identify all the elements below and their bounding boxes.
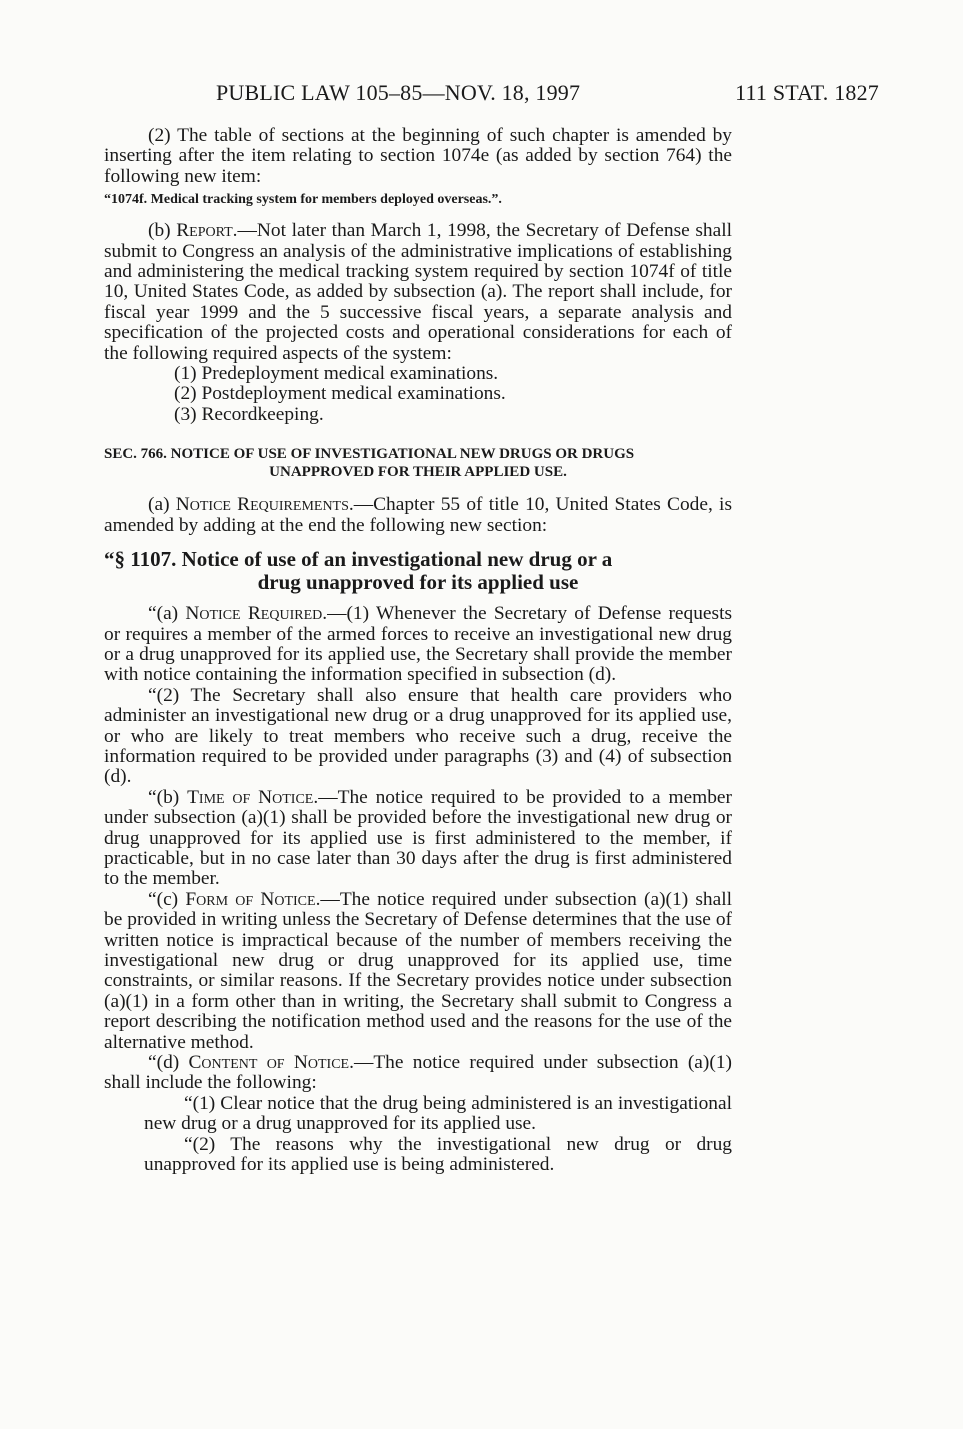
report-heading: Report: [176, 220, 233, 242]
paragraph-notice-requirements: [104, 495, 732, 536]
notice-requirements-text: .—Chapter 55 of title 10, United States Code, is amended by adding at the end the following new section:: [104, 494, 732, 536]
content-of-notice-text: .—The notice required under subsection (a)(1) shall include the following:: [104, 1052, 732, 1094]
form-of-notice-label: “(c): [148, 888, 186, 910]
header-stat-citation: 111 STAT. 1827: [735, 80, 879, 105]
paragraph-content-of-notice: [104, 1053, 732, 1094]
time-of-notice-text: .—The notice required to be provided to a member under subsection (a)(1) shall be provided before the investigational new drug or drug unapproved for its applied use is first administered to the member, if practicable, but in no case later than 30 days after the drug is first administered to the member.: [104, 786, 732, 890]
section-1107-heading: [104, 548, 732, 594]
notice-required-text: .—(1) Whenever the Secretary of Defense requests or requires a member of the armed forces to receive an investigational new drug or a drug unapproved for its applied use, the Secretary shall provide the member with notice containing the information specified in subsection (d).: [104, 603, 733, 686]
time-of-notice-label: “(b): [148, 786, 188, 808]
list-item: (3) Recordkeeping.: [174, 403, 324, 425]
paragraph-form-of-notice: [104, 890, 732, 1053]
paragraph-notice-required: [104, 604, 732, 686]
paragraph-report: [104, 221, 732, 364]
document-body: [104, 126, 732, 1175]
content-of-notice-heading: Content of Notice: [188, 1052, 350, 1074]
content-of-notice-label: “(d): [148, 1052, 189, 1074]
header-title: PUBLIC LAW 105–85—NOV. 18, 1997: [216, 80, 581, 105]
paragraph-content-item-1: “(1) Clear notice that the drug being administered is an investigational new drug or a drug unapproved for its applied use.: [144, 1092, 732, 1135]
section-766-heading-line2: UNAPPROVED FOR THEIR APPLIED USE.: [269, 464, 567, 481]
page-header: [104, 80, 879, 110]
list-item: (1) Predeployment medical examinations.: [174, 363, 499, 385]
notice-required-label: “(a): [148, 603, 186, 625]
section-1107-heading-line2: drug unapproved for its applied use: [257, 570, 579, 595]
list-item: (2) Postdeployment medical examinations.: [174, 383, 506, 405]
notice-requirements-label: (a): [148, 494, 176, 516]
paragraph-content-item-2: “(2) The reasons why the investigational new drug or drug unapproved for its applied use is being administered.: [144, 1133, 732, 1176]
paragraph-table-of-sections: (2) The table of sections at the beginning of such chapter is amended by inserting after the item relating to section 1074e (as added by section 764) the following new item:: [104, 125, 732, 187]
form-of-notice-heading: Form of Notice: [185, 888, 316, 910]
notice-required-heading: Notice Required: [185, 603, 323, 625]
new-item-1074f: “1074f. Medical tracking system for members deployed overseas.”.: [104, 192, 502, 208]
report-label: (b): [148, 220, 177, 242]
section-766-heading-line1: SEC. 766. NOTICE OF USE OF INVESTIGATIONAL NEW DRUGS OR DRUGS: [104, 446, 635, 463]
notice-requirements-heading: Notice Requirements: [175, 494, 349, 516]
paragraph-notice-required-2: “(2) The Secretary shall also ensure that health care providers who administer an investigational new drug or a drug unapproved for its applied use, or who are likely to treat members who receive such a drug, receive the information required to be provided under paragraphs (3) and (4) of subsection (d).: [104, 684, 732, 788]
report-text: .—Not later than March 1, 1998, the Secretary of Defense shall submit to Congress an analysis of the administrative implications of establishing and administering the medical tracking system required by section 1074f of title 10, United States Code, as added by subsection (a). The report shall include, for fiscal year 1999 and the 5 successive fiscal years, a separate analysis and specification of the projected costs and operational considerations for each of the following required aspects of the system:: [104, 220, 732, 364]
time-of-notice-heading: Time of Notice: [187, 786, 314, 808]
paragraph-time-of-notice: [104, 788, 732, 890]
section-1107-heading-line1: “§ 1107. Notice of use of an investigational new drug or a: [104, 547, 613, 572]
section-766-heading: [104, 445, 732, 481]
form-of-notice-text: .—The notice required under subsection (a)(1) shall be provided in writing unless the Secretary of Defense determines that the use of written notice is impractical because of the number of members receiving the investigational new drug or drug unapproved for its applied use, time constraints, or similar reasons. If the Secretary provides notice under subsection (a)(1) in a form other than in writing, the Secretary shall submit to Congress a report describing the notification method used and the reasons for the use of the alternative method.: [104, 888, 732, 1053]
